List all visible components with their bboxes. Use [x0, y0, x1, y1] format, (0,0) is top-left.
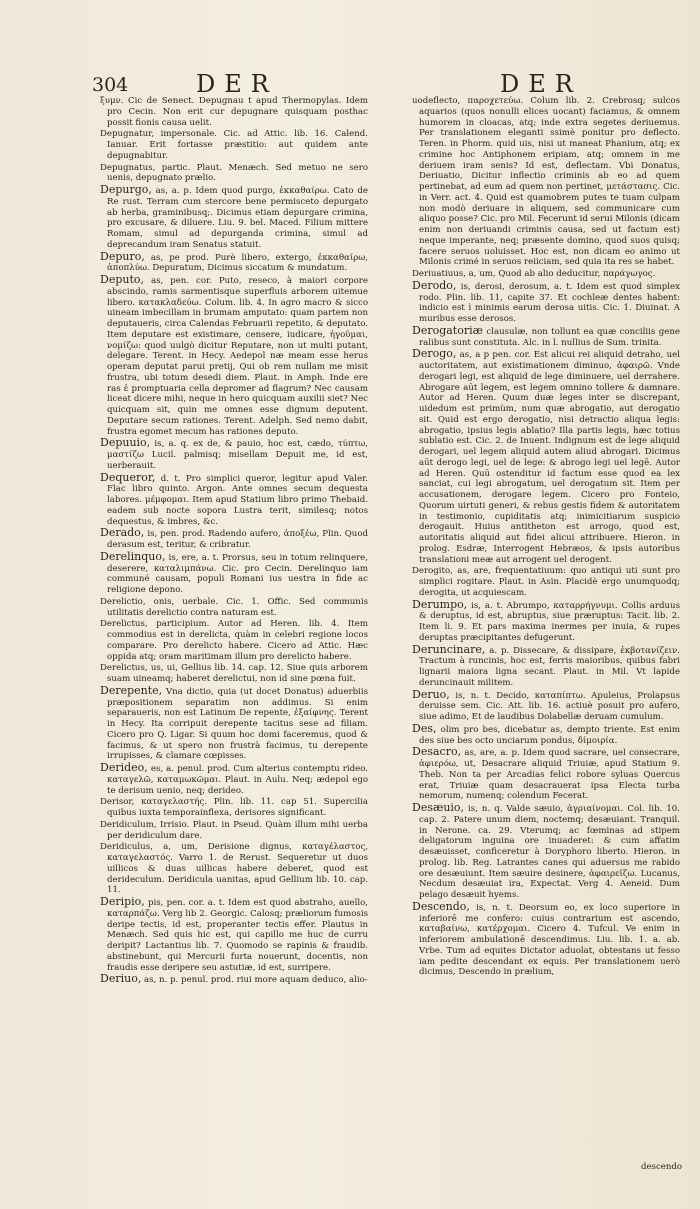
entry-text: is, n. t. Decido, καταπίπτω. Apuleius, Prolapsus deruisse sem. Cic. Att. lib. 16. actiuè posuit pro aufero, siue adimo, Et de laudibus Dolabellæ deruam cumulum.	[419, 690, 680, 722]
entry-text: Deridiculus, a, um, Derisione dignus, καταγέλαστος, καταγελαστός. Varro 1. de Rerust. Sequeretur ut duos uillicos & duas uillicas habere deberet, quod est derideculum. Deridicula uanitas, apud Gellium lib. 10. cap. 11.	[100, 842, 368, 896]
entry-text: a. p. Dissecare, & dissipare, ἐκβοτανίζειν. Tractum à runcinis, hoc est, ferris maioribus, quibus fabri lignarii maiora ligna secant. Plaut. in Mil. Vt lapide deruncinauit militem.	[419, 645, 680, 688]
dictionary-entry	[412, 803, 680, 901]
dictionary-entry	[100, 842, 368, 896]
dictionary-entry	[100, 528, 368, 551]
entry-text: ξυμν. Cic de Senect. Depugnau t apud Thermopylas. Idem pro Cecin. Non erit cur depugnare quisquam posthac possit fionis causa uelit.	[100, 96, 368, 128]
entry-headword: Derumpo,	[412, 597, 468, 611]
entry-headword: Derelinquo,	[100, 549, 166, 563]
entry-headword: Depuro,	[100, 249, 145, 263]
entry-text: uodeflecto, παροχετεύω. Colum lib. 2. Crebrosq; sulcos aquarios (quos nonulli elices uocant) faciamus, & omnem humorem in cloacas, atq; inde extra segetes deriuemus. Per translationem eleganti ssimè ponitur pro deflecto. Teren. in Phorm. quid uis, nisi ut maneat Phanium, atq; ex crimine hoc Antiphonem eripiam, atq; omnem in me deriuem iram senis? Id est, deflectam. Vbi Donatus, Deriuatio, Dicitur inflectio criminis ab eo ad quem pertinebat, ad eum ad quem non pertinet, μετάστασις. Cic. in Verr. act. 4. Quid est quamobrem putes te tuam culpam non modò deriuare in aliquem, sed communicare cum aliquo posse? Cic. pro Mil. Fecerunt id serui Milonis (dicam enim non deriuandi criminis causa, sed ut factum est) neque imperante, neq; præsente domino, quod suos quisq; facere seruos uoluisset. Hoc est, non dicam eo animo ut Milonis crimé in seruos reiiciam, sed quia ita res se habet.	[412, 96, 680, 268]
entry-headword: Deputo,	[100, 273, 144, 286]
entry-headword: Desæuio,	[412, 801, 465, 814]
entry-text: olim pro bes, dicebatur as, dempto triente. Est enim des siue bes octo unciarum pondus, δίμοιρία.	[419, 724, 681, 746]
dictionary-entry	[100, 683, 369, 762]
page-number: 304	[92, 74, 129, 96]
entry-text: pis, pen. cor. a. t. Idem est quod abstraho, auello, καταρπάζω. Verg lib 2. Georgic. Calosq; præliorum fumosis deripe tectis, id est, properanter tectis effer. Plautus in Menæch. Sed quis hic est, qui capillo me huc de curru deripit? Lactantius lib. 7. Quomodo se rapinis & fraudib. abstinebunt, qui Mercurii furta nouerunt, docentis, non fraudis esse deripere seu astutiæ, id est, surripere.	[107, 898, 368, 973]
entry-headword: Depuuio,	[100, 436, 151, 450]
entry-text: es, a. penul. prod. Cum alterius contemptu rideo. καταγελῶ, καταμωκῶμαι. Plaut. in Aulu. Neq; ædepol ego te derisum uenio, neq; derideo.	[107, 764, 368, 796]
dictionary-entry	[412, 278, 680, 325]
entry-text: as, n. p. penul. prod. riui more aquam deduco, alio-	[144, 975, 368, 986]
dictionary-entry	[100, 597, 368, 619]
entry-headword: Deripio,	[100, 895, 145, 908]
dictionary-entry	[412, 721, 681, 747]
entry-text: as, pe prod. Purè libero, extergo, ἐκκαθαίρω, ἀποπλύω. Depuratum, Dicimus siccatum & mundatum.	[107, 252, 368, 274]
entry-text: Derisor, καταγελαστής. Plin. lib. 11. cap 51. Supercilia quibus iuxta temporainflexa, derisores significant.	[100, 797, 368, 818]
entry-text: Derelictus, us, ui, Gellius lib. 14. cap. 12. Siue quis arborem suam uineamq; haberet derelictui, non id sine pœna fuit.	[100, 663, 368, 684]
entry-text: Derogito, as, are, frequentatiuum: quo antiqui uti sunt pro simplici rogitare. Plaut. in Asin. Placidè ergo unumquodq; derogita, ut acquiescam.	[412, 566, 680, 598]
dictionary-entry	[100, 185, 368, 251]
entry-text: is, a. t. Abrumpo, καταρρήγνυμι. Collis arduus & deruptus, id est, abruptus, siue præruptus: Tacit. lib. 2. Item li. 9. Et pars maxima inermes per inuia, & rupes deruptas præcipitantes defugerunt.	[419, 600, 680, 643]
entry-text: is, pen. prod. Radendo aufero, ἀποξέω, Plin. Quod derasum est, teritur, & cribratur.	[107, 529, 369, 550]
catchword: descendo	[641, 1162, 683, 1172]
entry-text: is, derosi, derosum, a. t. Idem est quod simplex rodo. Plin. lib. 11, capite 37. Et cochleæ dentes habent: indicio est ì minimis earum derosa uitis. Cic. 1. Diuinat. A muribus esse derosos.	[419, 281, 680, 324]
entry-text: Vna dictio, quia (ut docet Donatus) aduerbiis præpositionem separatim non addimus. Si enim separaueris, non est Latinum De repente, ἐξαίφνης. Terent in Hecy. Ita corripuit derepente tacitus sese ad filiam. Cicero pro Q. Ligar. Si quum hoc domi faceremus, quod & facimus, & ut spero non frustrà facimus, tu derepente irrupisses, & clamare cœpisses.	[107, 686, 369, 762]
dictionary-entry	[100, 438, 368, 471]
dictionary-entry	[412, 597, 680, 644]
dictionary-entry	[412, 899, 680, 978]
dictionary-entry	[100, 974, 368, 986]
entry-headword: Deruo,	[412, 687, 450, 701]
dictionary-entry	[412, 687, 680, 723]
dictionary-entry	[100, 619, 368, 662]
dictionary-entry	[100, 249, 368, 275]
dictionary-entry	[100, 897, 368, 973]
dictionary-entry	[412, 96, 680, 268]
dictionary-entry	[412, 323, 680, 349]
dictionary-entry	[100, 820, 368, 842]
entry-headword: Derepente,	[100, 683, 163, 697]
entry-text: Derelictus, participium. Autor ad Heren. lib. 4. Item commodius est in derelicta, quàm in celebri regione locos comparare. Pro derelicto habere. Cicero ad Attic. Hæc oppida atq; oram maritimam illum pro derelicto habere.	[100, 619, 368, 662]
entry-text: as, a. p. Idem quod purgo, ἐκκαθαίρω. Cato de Re rust. Terram cum stercore bene permisceto depurgato ab herba, graminibusq;. Dicimus etiam depurgare crimina, pro excusare, & diluere. Liu. 9. bel. Maced. Filium mittere Romam, simul ad depurganda crimina, simul ad deprecandum iram Senatus statuit.	[107, 186, 368, 250]
entry-text: as, a p pen. cor. Est alicui rei aliquid detraho, uel auctoritatem, aut existimationem diminuo, ἀφαιρῶ. Vnde derogari legi, est aliquid de lege diminuere, uel derrahere. Abrogare aūt legem, est legem omnino tollere & damnare. Autor ad Heren. Quum duæ leges inter se discrepant, uidedum est primùm, num quæ abrogatio, aut derogatio sit. Quid est ergo derogatio, nisi detractio aliqua legis: abrogatio, ipsius legis ablatio? Illa partis legis, hæc totius sublatio est. Cic. 2. de Inuent. Indignum est de lege aliquid derogari, uel legem aliquid autem aliud abrogari. Dicimus aūt derogo legi, uel de lege: & abrogo legi uel legē. Autor ad Heren. Quū ostenditur id factum esse quod ea lex sanciat, cui legi abrogatum, uel derogatum sit. Item per accusationem, derogare legem. Cicero pro Fonteio, Quorum uirtuti generi, & rebus gestis fidem & autoritatem in testimonio, cupiditatis atq; inimicitiarum suspicio derogauit. Huius antitheton est arrogo, quod est, autoritatis aliquid aut fidei alicui attribuere. Hieron. in prolog. Esdræ, Interrogent Hebræos, & ipsis autoribus translationi meæ aut arrogent uel derogent.	[419, 350, 680, 565]
entry-text: as, pen. cor. Puto, reseco, à maiori corpore abscindo, ramis sarmentisque superfluis arborem uitemue libero. κατακλαδεύω. Colum. lib. 4. In agro macro & sicco uineam imbecillam in brumam amputato: quam partem non deputaueris, circa Calendas Februarii repetito, & deputato. Item deputare est existimare, censere, iudicare, ἡγοῦμαι, νομίζω: quod uulgò dicitur Reputare, non ut multi putant, delegare. Terent. in Hecy. Aedepol næ meam esse herus operam deputat parui pretij, Qui ob rem nullam me misit frustra, ubi totum desedi diem. Plaut. in Amph. Inde ere ras ἐ promptuaria cella depromer ad flagrum? Nec causam liceat dicere mihi, neque in hero quicquam auxilii siet? Nec quicquam sit, quin me omnes esse dignum deputent. Deputare secum rationes. Terent. Adelph. Sed nemo dabit, frustra egomet mecum has rationes deputo.	[107, 276, 368, 437]
entry-text: as, are, a. p. Idem quod sacrare, uel consecrare, ἀφιερόω, ut, Desacrare aliquid Triuiæ, apud Statium 9. Theb. Non ta per Arcadias felici robore syluas Quercus erat, Triuiæ quam desacrauerat ipsa Electa turba nemorum, numenq; colendum Fecerat.	[419, 748, 680, 802]
dictionary-entry	[412, 566, 680, 598]
entry-headword: Derideo,	[100, 761, 148, 774]
entry-headword: Derado,	[100, 526, 145, 540]
entry-text: Depugnatus, partic. Plaut. Menæch. Sed metuo ne sero uenis, depugnato prælio.	[100, 162, 368, 184]
entry-text: is, n. t. Deorsum eo, ex loco superiore in inferiorē me confero: cuius contrarium est ascendo, καταβαίνω, κατέρχομαι. Cicero 4. Tufcul. Ve enim in inferiorem ambulationē descendimus. Liu. lib. 1. a. ab. Vrbe. Tum ad equites Dictator aduolat, obtestans ut fesso iam pedite descendant ex equis. Per translationem uerò dicimus, Descendo in prælium,	[419, 902, 680, 978]
running-head-left: DER	[196, 70, 278, 98]
entry-headword: Dequeror,	[100, 470, 156, 484]
dictionary-entry	[100, 275, 368, 437]
entry-headword: Des,	[412, 721, 437, 735]
entry-headword: Deruncinare,	[412, 642, 486, 656]
entry-headword: Derogatoriæ	[412, 323, 483, 337]
entry-text: Derelictio, onis, uerbale. Cic. 1. Offic. Sed communis utilitatis derelictio contra naturam est.	[100, 596, 368, 618]
entry-text: Deridiculum, Irrisio. Plaut. in Pseud. Quàm illum mihi uerba per deridiculum dare.	[100, 819, 368, 841]
entry-text: is, ere, a. t. Prorsus, seu in totum relinquere, deserere, καταλιμπάνω. Cic. pro Cecin. Derelinquo iam communé causam, populi Romani ius uestra in fide ac religione depono.	[107, 552, 368, 595]
entry-headword: Derodo,	[412, 278, 457, 292]
entry-text: Deriuatiuus, a, um, Quod ab alio deducitur, παράγωγος.	[412, 269, 656, 279]
dictionary-entry	[100, 163, 368, 185]
entry-text: d. t. Pro simplici queror, legitur apud Valer. Flac libro quinto. Argon. Ante omnes secum dequesta labores. μέμφομαι. Item apud Statium libro primo Thebaid. eadem sub nocte sopora Lustra terit, similesq; notos dequestus, & imbres, &c.	[107, 473, 368, 527]
running-head-right: DER	[500, 70, 582, 98]
dictionary-entry	[412, 642, 680, 689]
dictionary-entry	[100, 763, 368, 796]
dictionary-entry	[100, 549, 368, 596]
right-column	[412, 96, 680, 979]
dictionary-entry	[412, 747, 680, 802]
dictionary-entry	[100, 470, 368, 528]
entry-headword: Descendo,	[412, 899, 470, 913]
entry-text: is, n. q. Valde sæuio, ἀγριαίνομαι. Col. lib. 10. cap. 2. Patere unum diem, noctemq; desæuiant. Tranquil. in Nerone. ca. 29. Vterumq; ac fœminas ad stipem deligatorum inguina ore inuaderet: & cum affatim desæuisset, conficeretur à Doryphoro liberto. Hieron. in prolog. lib. Reg. Latrantes canes qui aduersus me rabido ore desæuiunt. Item sæuire desinere, ἀφαιρεῖζω. Lucanus, Necdum desæuiat ira, Expectat. Verg 4. Aeneid. Dum pelago desæuit hyems.	[419, 804, 681, 900]
entry-headword: Deriuo,	[100, 972, 142, 986]
dictionary-entry	[100, 797, 368, 819]
entry-text: Depugnatur, impersonale. Cic. ad Attic. lib. 16. Calend. Ianuar. Erit fortasse præstitio: aut quidem ante depugnabitur.	[100, 129, 368, 161]
dictionary-entry	[100, 129, 368, 161]
dictionary-entry	[100, 96, 368, 128]
entry-text: clausulæ, non tollunt ea quæ conciliis gene ralibus sunt constituta. Alc. in l. nullius de Sum. trinita.	[419, 326, 680, 348]
left-column	[100, 96, 368, 987]
entry-text: is, a. q. ex de, & pauio, hoc est, cædo, τύπτω, μαστίζω Lucil. palmisq; misellam Depuit me, id est, uerberauit.	[107, 439, 368, 471]
entry-headword: Desacro,	[412, 745, 462, 759]
dictionary-entry	[100, 663, 368, 685]
dictionary-entry	[412, 349, 680, 565]
entry-headword: Depurgo,	[100, 183, 152, 196]
entry-headword: Derogo,	[412, 347, 457, 361]
